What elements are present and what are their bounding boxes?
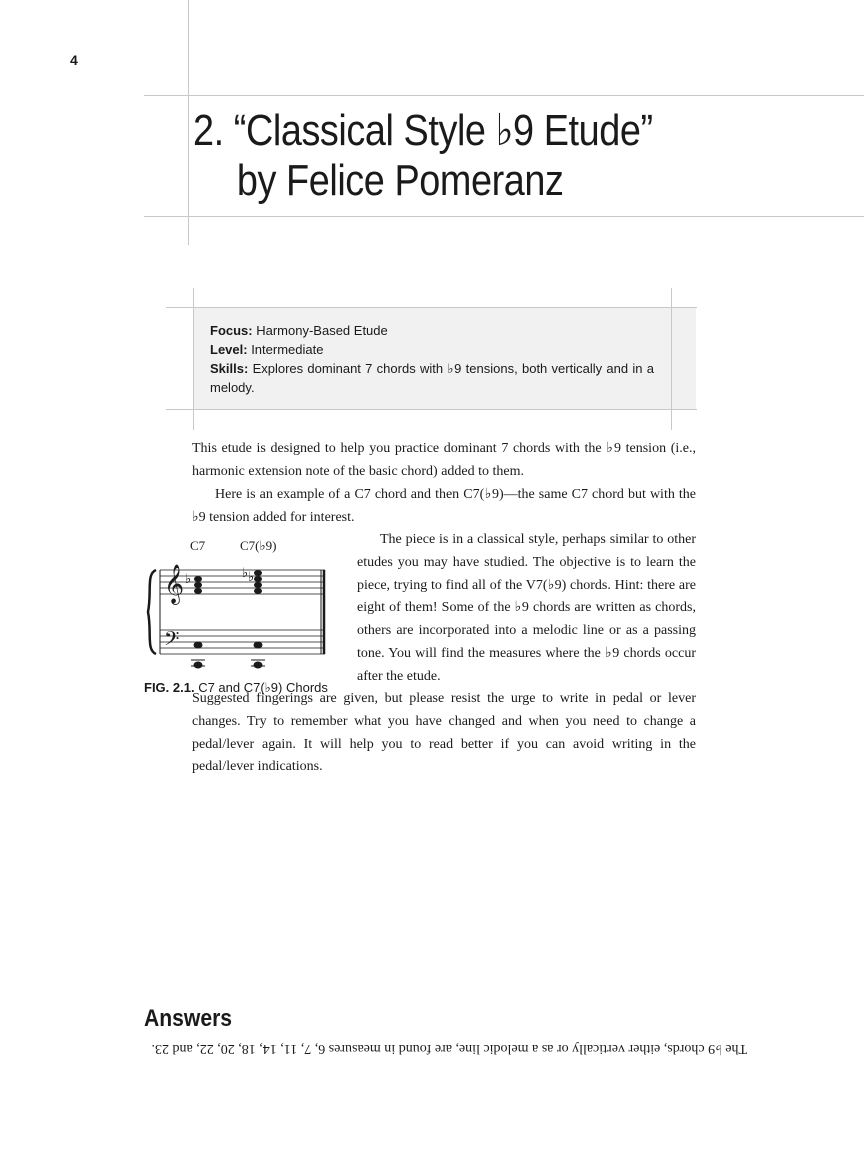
level-value: Intermediate — [247, 342, 324, 357]
focus-line — [210, 321, 654, 340]
body-paragraph-3 — [357, 529, 696, 689]
paragraph-text: The piece is in a classical style, perhaps similar to other etudes you may have studied. The objective is to learn the piece, trying to find all of the V7(♭9) chords. Hint: there are eight of them! Some of the ♭9 chords are written as chords, others are incorporated into a melodic line or as a passing tone. You will find the measures where the ♭9 chords occur after the etude. — [357, 532, 696, 684]
info-box-rule-bottom — [166, 409, 697, 410]
bass-clef-icon: 𝄢 — [164, 627, 180, 655]
body-paragraph-1 — [192, 438, 696, 484]
figure-caption-label: FIG. 2.1. — [144, 680, 195, 695]
chord-c7b9-treble-notes — [242, 566, 262, 594]
figure-caption — [144, 680, 328, 696]
body-paragraph-4 — [192, 688, 696, 779]
grand-staff-brace-icon — [148, 570, 156, 654]
answers-heading: Answers — [144, 1005, 233, 1032]
bass-staff — [160, 630, 325, 654]
skills-line — [210, 359, 654, 397]
title-rule-bottom — [144, 216, 864, 217]
paragraph-text: Here is an example of a C7 chord and then C7(♭9)—the same C7 chord but with the ♭9 tension added for interest. — [192, 487, 696, 525]
music-notation-figure — [140, 532, 340, 677]
body-paragraph-2 — [192, 484, 696, 530]
paragraph-text: Suggested fingerings are given, but please resist the urge to write in pedal or lever changes. Try to remember what you have changed and when you need to change a pedal/lever again. It will help you to read better if you can avoid writing in the pedal/lever indications. — [192, 691, 696, 775]
svg-text:♭: ♭ — [185, 572, 192, 587]
info-box-text — [210, 321, 654, 397]
figure-caption-text: C7 and C7(♭9) Chords — [194, 680, 328, 695]
paragraph-text: This etude is designed to help you practice dominant 7 chords with the ♭9 tension (i.e., harmonic extension note of the basic chord) added to them. — [192, 441, 696, 479]
svg-text:♭: ♭ — [242, 566, 249, 581]
chord-label-c7b9: C7(♭9) — [240, 538, 277, 553]
answers-text-upside-down: The ♭9 chords, either vertically or as a melodic line, are found in measures 6, 7, 11, 14, 18, 20, 22, and 23. — [151, 1041, 747, 1056]
chord-c7-treble-notes — [185, 572, 202, 594]
page-number: 4 — [70, 52, 78, 68]
level-line — [210, 340, 654, 359]
title-rule-top — [144, 95, 864, 96]
focus-value: Harmony-Based Etude — [252, 323, 388, 338]
chapter-title-line2: by Felice Pomeranz — [236, 156, 564, 205]
info-box-rule-top — [166, 307, 697, 308]
margin-rule-vertical — [188, 0, 189, 245]
level-label: Level: — [210, 342, 248, 357]
chord-label-c7: C7 — [190, 538, 206, 553]
focus-label: Focus: — [210, 323, 253, 338]
chapter-title — [193, 106, 653, 206]
svg-text:♭: ♭ — [248, 570, 255, 585]
skills-label: Skills: — [210, 361, 249, 376]
treble-clef-icon: 𝄞 — [164, 564, 185, 604]
bass-notes — [191, 642, 265, 668]
skills-value: Explores dominant 7 chords with ♭9 tensions, both vertically and in a melody. — [210, 361, 654, 395]
chapter-title-line1: 2. “Classical Style ♭9 Etude” — [193, 106, 653, 155]
